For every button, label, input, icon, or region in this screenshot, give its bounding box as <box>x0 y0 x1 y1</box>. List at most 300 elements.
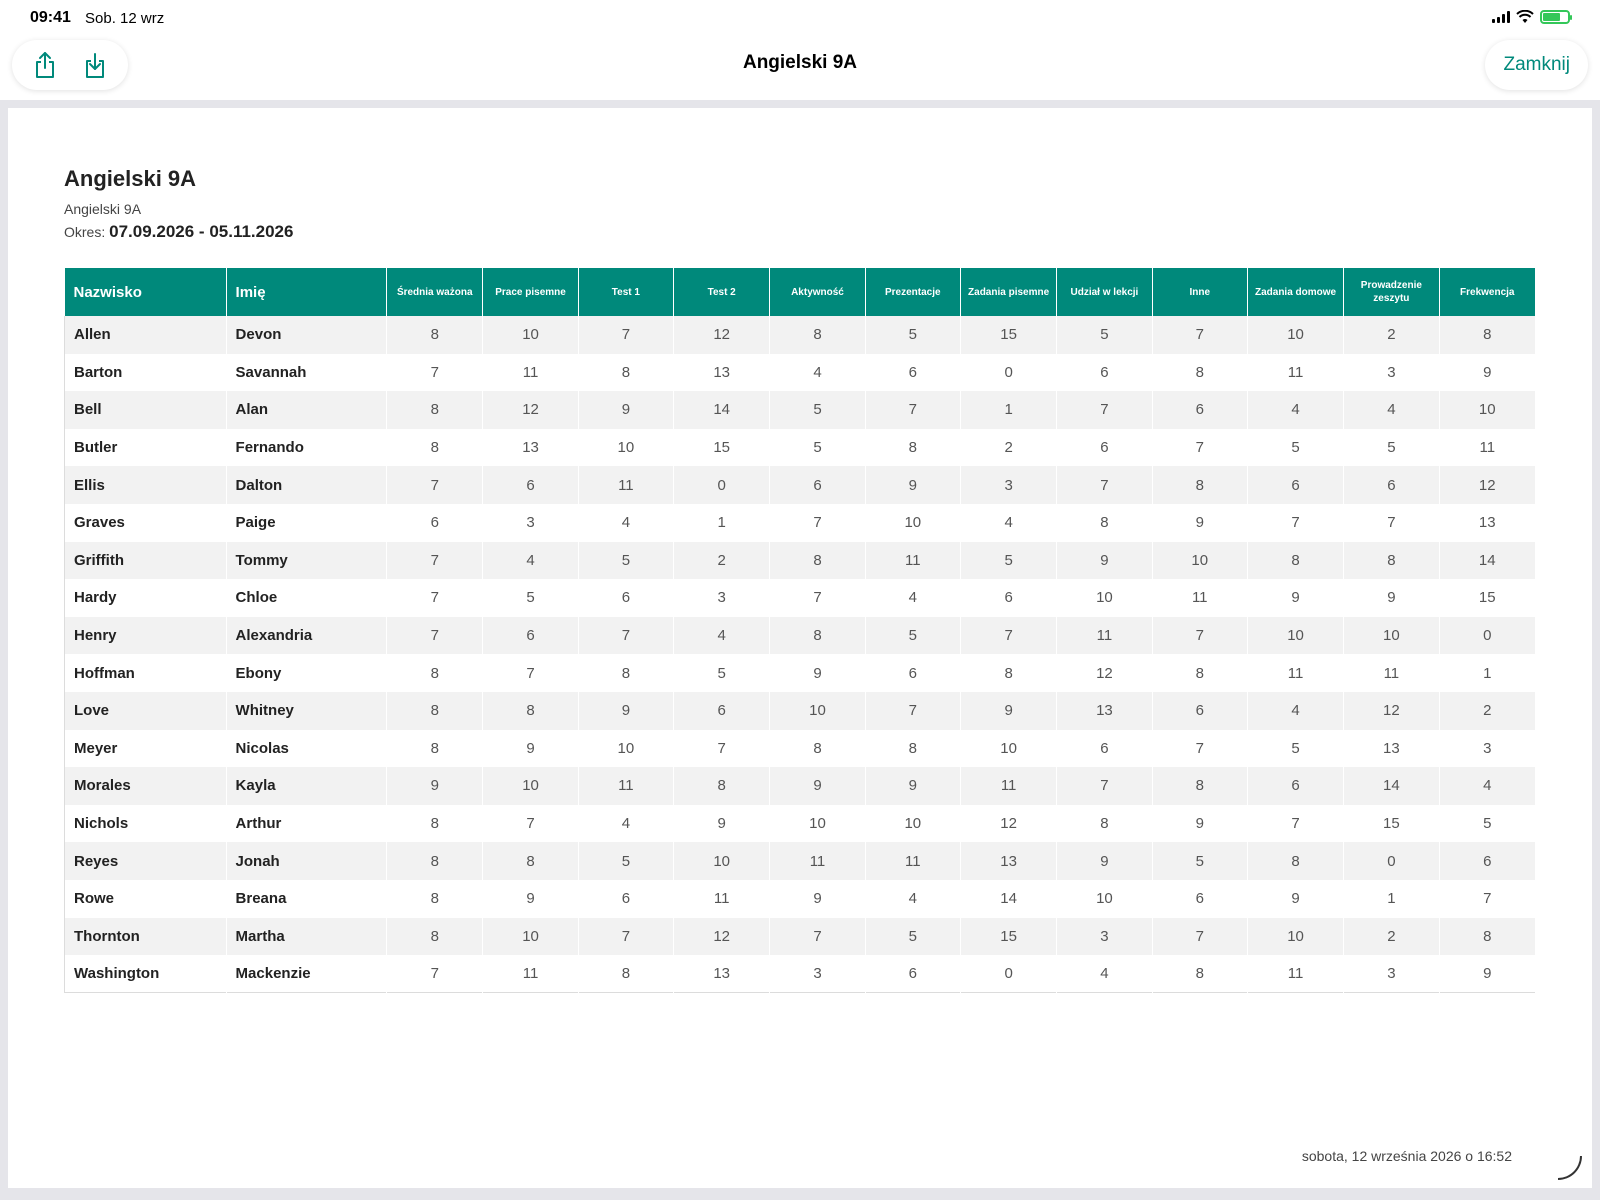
cell-grade: 12 <box>1344 692 1439 730</box>
cell-grade: 8 <box>387 842 483 880</box>
cell-grade: 7 <box>1057 391 1152 429</box>
cell-grade: 8 <box>387 391 483 429</box>
cell-grade: 2 <box>1344 918 1439 956</box>
cell-grade: 6 <box>483 617 578 655</box>
cell-last-name: Meyer <box>65 730 227 768</box>
cell-grade: 9 <box>1247 579 1343 617</box>
cell-grade: 7 <box>387 955 483 993</box>
column-header: Nazwisko <box>65 268 227 316</box>
column-header: Test 2 <box>674 268 770 316</box>
cell-grade: 7 <box>865 391 960 429</box>
cell-grade: 8 <box>483 692 578 730</box>
cell-grade: 5 <box>674 654 770 692</box>
table-row <box>65 842 1536 880</box>
column-header: Zadania pisemne <box>960 268 1056 316</box>
cell-grade: 2 <box>674 542 770 580</box>
cell-grade: 13 <box>674 955 770 993</box>
cell-grade: 12 <box>960 805 1056 843</box>
cell-grade: 8 <box>770 617 865 655</box>
cell-first-name: Nicolas <box>226 730 387 768</box>
cell-grade: 8 <box>865 730 960 768</box>
cell-grade: 7 <box>1152 316 1247 354</box>
cell-grade: 7 <box>1057 466 1152 504</box>
cell-grade: 7 <box>1247 805 1343 843</box>
cell-grade: 1 <box>674 504 770 542</box>
cell-grade: 8 <box>674 767 770 805</box>
cell-grade: 6 <box>483 466 578 504</box>
close-button[interactable]: Zamknij <box>1485 40 1588 90</box>
cell-grade: 6 <box>1057 730 1152 768</box>
cell-last-name: Butler <box>65 429 227 467</box>
column-header: Prezentacje <box>865 268 960 316</box>
cell-grade: 7 <box>1152 730 1247 768</box>
cell-grade: 5 <box>770 429 865 467</box>
cell-first-name: Arthur <box>226 805 387 843</box>
cell-grade: 9 <box>483 730 578 768</box>
cell-grade: 11 <box>1344 654 1439 692</box>
cell-grade: 5 <box>1247 429 1343 467</box>
cell-first-name: Dalton <box>226 466 387 504</box>
cell-grade: 10 <box>483 918 578 956</box>
cell-grade: 7 <box>387 466 483 504</box>
cell-grade: 9 <box>674 805 770 843</box>
cell-grade: 6 <box>1057 354 1152 392</box>
cell-grade: 10 <box>770 805 865 843</box>
cell-grade: 11 <box>483 955 578 993</box>
cell-grade: 8 <box>1439 316 1535 354</box>
table-body <box>65 316 1536 993</box>
cell-first-name: Devon <box>226 316 387 354</box>
cell-last-name: Henry <box>65 617 227 655</box>
cell-grade: 7 <box>1439 880 1535 918</box>
cell-grade: 10 <box>483 316 578 354</box>
cell-grade: 14 <box>674 391 770 429</box>
cell-grade: 7 <box>578 918 673 956</box>
cell-grade: 9 <box>1057 542 1152 580</box>
document-period <box>64 222 293 242</box>
cell-grade: 10 <box>483 767 578 805</box>
cell-grade: 3 <box>674 579 770 617</box>
cell-grade: 11 <box>1152 579 1247 617</box>
status-time: 09:41 <box>30 9 71 26</box>
cell-grade: 13 <box>674 354 770 392</box>
table-row <box>65 767 1536 805</box>
cell-grade: 8 <box>483 842 578 880</box>
cell-grade: 0 <box>1439 617 1535 655</box>
cell-last-name: Love <box>65 692 227 730</box>
cell-grade: 12 <box>674 918 770 956</box>
cell-grade: 8 <box>1344 542 1439 580</box>
document-footer-date: sobota, 12 września 2026 o 16:52 <box>1301 1148 1512 1164</box>
cell-grade: 8 <box>387 880 483 918</box>
cell-last-name: Nichols <box>65 805 227 843</box>
cell-grade: 12 <box>1439 466 1535 504</box>
cell-grade: 9 <box>578 391 673 429</box>
cell-grade: 4 <box>960 504 1056 542</box>
column-header: Prowadzenie zeszytu <box>1344 268 1439 316</box>
cell-grade: 15 <box>1344 805 1439 843</box>
cell-grade: 3 <box>1439 730 1535 768</box>
cell-grade: 0 <box>960 955 1056 993</box>
cell-grade: 8 <box>578 955 673 993</box>
cell-grade: 7 <box>578 316 673 354</box>
cell-grade: 3 <box>960 466 1056 504</box>
cell-grade: 4 <box>770 354 865 392</box>
cell-grade: 7 <box>1152 918 1247 956</box>
cell-grade: 8 <box>387 692 483 730</box>
nav-title: Angielski 9A <box>742 52 858 73</box>
cell-grade: 10 <box>770 692 865 730</box>
cell-grade: 11 <box>1057 617 1152 655</box>
cell-grade: 8 <box>387 730 483 768</box>
cell-grade: 15 <box>674 429 770 467</box>
cell-grade: 8 <box>865 429 960 467</box>
cell-grade: 9 <box>1439 955 1535 993</box>
cell-grade: 10 <box>865 805 960 843</box>
cell-grade: 9 <box>387 767 483 805</box>
cell-grade: 6 <box>578 880 673 918</box>
table-row <box>65 466 1536 504</box>
cell-grade: 10 <box>1247 617 1343 655</box>
status-indicators <box>1492 10 1570 24</box>
table-row <box>65 730 1536 768</box>
cell-grade: 7 <box>770 504 865 542</box>
cell-first-name: Alan <box>226 391 387 429</box>
cell-first-name: Alexandria <box>226 617 387 655</box>
cell-grade: 4 <box>578 805 673 843</box>
cell-first-name: Kayla <box>226 767 387 805</box>
cell-grade: 6 <box>1344 466 1439 504</box>
document-title: Angielski 9A <box>64 166 197 191</box>
cell-grade: 1 <box>960 391 1056 429</box>
cell-grade: 14 <box>960 880 1056 918</box>
cell-grade: 9 <box>1344 579 1439 617</box>
cell-grade: 6 <box>1247 466 1343 504</box>
cell-grade: 11 <box>1247 354 1343 392</box>
cell-grade: 6 <box>674 692 770 730</box>
cell-grade: 13 <box>1439 504 1535 542</box>
cell-grade: 10 <box>674 842 770 880</box>
cell-grade: 9 <box>1247 880 1343 918</box>
cell-grade: 7 <box>770 918 865 956</box>
cell-grade: 10 <box>960 730 1056 768</box>
table-row <box>65 918 1536 956</box>
cell-grade: 13 <box>960 842 1056 880</box>
cell-grade: 8 <box>1152 466 1247 504</box>
cellular-signal-icon <box>1492 11 1510 23</box>
table-row <box>65 354 1536 392</box>
cell-grade: 1 <box>1344 880 1439 918</box>
table-row <box>65 316 1536 354</box>
cell-grade: 10 <box>1057 579 1152 617</box>
table-row <box>65 805 1536 843</box>
cell-grade: 7 <box>387 617 483 655</box>
cell-grade: 10 <box>1344 617 1439 655</box>
cell-grade: 10 <box>1439 391 1535 429</box>
cell-last-name: Reyes <box>65 842 227 880</box>
cell-grade: 8 <box>387 429 483 467</box>
cell-grade: 5 <box>865 918 960 956</box>
cell-grade: 7 <box>483 654 578 692</box>
cell-last-name: Thornton <box>65 918 227 956</box>
cell-grade: 5 <box>1057 316 1152 354</box>
battery-icon <box>1540 10 1570 24</box>
cell-grade: 11 <box>1247 654 1343 692</box>
cell-grade: 10 <box>1247 918 1343 956</box>
cell-grade: 5 <box>578 842 673 880</box>
table-header-row <box>65 268 1536 316</box>
grades-table <box>64 268 1536 993</box>
cell-grade: 7 <box>1152 429 1247 467</box>
cell-grade: 6 <box>865 955 960 993</box>
table-row <box>65 955 1536 993</box>
period-label: Okres: <box>64 224 106 240</box>
cell-grade: 4 <box>1247 391 1343 429</box>
cell-grade: 8 <box>387 805 483 843</box>
cell-first-name: Paige <box>226 504 387 542</box>
cell-grade: 8 <box>387 918 483 956</box>
cell-first-name: Fernando <box>226 429 387 467</box>
cell-grade: 9 <box>578 692 673 730</box>
cell-grade: 4 <box>1057 955 1152 993</box>
cell-grade: 10 <box>1057 880 1152 918</box>
cell-grade: 10 <box>578 730 673 768</box>
cell-grade: 2 <box>1439 692 1535 730</box>
cell-grade: 6 <box>1152 880 1247 918</box>
cell-last-name: Hoffman <box>65 654 227 692</box>
cell-grade: 9 <box>770 654 865 692</box>
cell-last-name: Washington <box>65 955 227 993</box>
cell-grade: 8 <box>387 316 483 354</box>
cell-grade: 7 <box>483 805 578 843</box>
cell-grade: 11 <box>1439 429 1535 467</box>
cell-first-name: Ebony <box>226 654 387 692</box>
wifi-icon <box>1516 10 1534 24</box>
cell-grade: 7 <box>578 617 673 655</box>
cell-grade: 6 <box>578 579 673 617</box>
table-row <box>65 617 1536 655</box>
cell-grade: 5 <box>865 617 960 655</box>
cell-grade: 5 <box>770 391 865 429</box>
cell-grade: 7 <box>1247 504 1343 542</box>
cell-grade: 13 <box>483 429 578 467</box>
table-row <box>65 504 1536 542</box>
cell-last-name: Graves <box>65 504 227 542</box>
cell-grade: 8 <box>1152 354 1247 392</box>
cell-grade: 3 <box>483 504 578 542</box>
table-row <box>65 880 1536 918</box>
cell-grade: 5 <box>1152 842 1247 880</box>
cell-first-name: Mackenzie <box>226 955 387 993</box>
table-row <box>65 391 1536 429</box>
cell-grade: 6 <box>1439 842 1535 880</box>
cell-grade: 10 <box>578 429 673 467</box>
cell-grade: 11 <box>578 466 673 504</box>
cell-grade: 7 <box>387 579 483 617</box>
cell-grade: 14 <box>1439 542 1535 580</box>
cell-grade: 8 <box>1247 842 1343 880</box>
cell-grade: 5 <box>578 542 673 580</box>
cell-grade: 15 <box>960 918 1056 956</box>
cell-grade: 0 <box>960 354 1056 392</box>
cell-grade: 6 <box>865 654 960 692</box>
period-value: 07.09.2026 - 05.11.2026 <box>109 222 294 241</box>
column-header: Aktywność <box>770 268 865 316</box>
cell-grade: 12 <box>1057 654 1152 692</box>
cell-grade: 11 <box>865 542 960 580</box>
cell-grade: 7 <box>1057 767 1152 805</box>
cell-grade: 7 <box>387 354 483 392</box>
cell-grade: 8 <box>770 316 865 354</box>
status-date: Sob. 12 wrz <box>85 10 165 27</box>
cell-grade: 9 <box>770 767 865 805</box>
cell-last-name: Allen <box>65 316 227 354</box>
table-row <box>65 579 1536 617</box>
cell-grade: 4 <box>483 542 578 580</box>
cell-grade: 7 <box>960 617 1056 655</box>
cell-grade: 8 <box>1057 805 1152 843</box>
cell-grade: 6 <box>387 504 483 542</box>
cell-first-name: Tommy <box>226 542 387 580</box>
cell-grade: 8 <box>770 730 865 768</box>
cell-grade: 8 <box>1247 542 1343 580</box>
table-row <box>65 429 1536 467</box>
cell-last-name: Ellis <box>65 466 227 504</box>
cell-grade: 10 <box>1152 542 1247 580</box>
cell-grade: 8 <box>578 654 673 692</box>
cell-grade: 6 <box>960 579 1056 617</box>
cell-grade: 15 <box>960 316 1056 354</box>
cell-first-name: Jonah <box>226 842 387 880</box>
cell-grade: 13 <box>1057 692 1152 730</box>
cell-grade: 5 <box>865 316 960 354</box>
document-page <box>8 108 1592 1188</box>
cell-grade: 11 <box>1247 955 1343 993</box>
cell-grade: 11 <box>483 354 578 392</box>
cell-grade: 6 <box>770 466 865 504</box>
cell-grade: 4 <box>578 504 673 542</box>
cell-grade: 3 <box>1344 955 1439 993</box>
cell-grade: 4 <box>1344 391 1439 429</box>
cell-grade: 11 <box>960 767 1056 805</box>
cell-grade: 2 <box>960 429 1056 467</box>
cell-grade: 12 <box>483 391 578 429</box>
cell-grade: 5 <box>1247 730 1343 768</box>
cell-grade: 5 <box>1439 805 1535 843</box>
table-row <box>65 692 1536 730</box>
cell-last-name: Griffith <box>65 542 227 580</box>
column-header: Frekwencja <box>1439 268 1535 316</box>
cell-grade: 5 <box>483 579 578 617</box>
cell-grade: 3 <box>770 955 865 993</box>
cell-grade: 6 <box>1152 391 1247 429</box>
cell-grade: 8 <box>387 654 483 692</box>
cell-grade: 6 <box>1152 692 1247 730</box>
column-header: Udział w lekcji <box>1057 268 1152 316</box>
cell-first-name: Whitney <box>226 692 387 730</box>
cell-grade: 10 <box>1247 316 1343 354</box>
cell-grade: 11 <box>770 842 865 880</box>
cell-grade: 8 <box>1152 767 1247 805</box>
column-header: Zadania domowe <box>1247 268 1343 316</box>
cell-grade: 12 <box>674 316 770 354</box>
cell-grade: 7 <box>387 542 483 580</box>
page-curl-icon <box>1558 1156 1582 1180</box>
document-subtitle: Angielski 9A <box>64 201 142 217</box>
cell-first-name: Savannah <box>226 354 387 392</box>
column-header: Test 1 <box>578 268 673 316</box>
cell-first-name: Martha <box>226 918 387 956</box>
cell-grade: 3 <box>1057 918 1152 956</box>
cell-grade: 8 <box>1152 654 1247 692</box>
cell-grade: 8 <box>1439 918 1535 956</box>
cell-first-name: Chloe <box>226 579 387 617</box>
cell-grade: 4 <box>674 617 770 655</box>
cell-grade: 4 <box>865 579 960 617</box>
cell-grade: 6 <box>1057 429 1152 467</box>
cell-grade: 7 <box>770 579 865 617</box>
cell-grade: 0 <box>674 466 770 504</box>
cell-grade: 8 <box>960 654 1056 692</box>
cell-grade: 9 <box>865 466 960 504</box>
cell-last-name: Hardy <box>65 579 227 617</box>
cell-grade: 9 <box>1152 504 1247 542</box>
cell-grade: 9 <box>770 880 865 918</box>
nav-bar <box>0 36 1600 100</box>
cell-grade: 9 <box>1152 805 1247 843</box>
cell-grade: 1 <box>1439 654 1535 692</box>
cell-grade: 15 <box>1439 579 1535 617</box>
cell-grade: 13 <box>1344 730 1439 768</box>
table-row <box>65 654 1536 692</box>
cell-grade: 3 <box>1344 354 1439 392</box>
cell-grade: 9 <box>483 880 578 918</box>
cell-grade: 7 <box>674 730 770 768</box>
column-header: Średnia ważona <box>387 268 483 316</box>
cell-last-name: Barton <box>65 354 227 392</box>
status-bar <box>0 0 1600 36</box>
cell-grade: 4 <box>865 880 960 918</box>
cell-grade: 2 <box>1344 316 1439 354</box>
column-header: Inne <box>1152 268 1247 316</box>
cell-grade: 4 <box>1439 767 1535 805</box>
cell-grade: 7 <box>1344 504 1439 542</box>
cell-grade: 11 <box>578 767 673 805</box>
cell-last-name: Rowe <box>65 880 227 918</box>
cell-grade: 6 <box>865 354 960 392</box>
cell-grade: 8 <box>578 354 673 392</box>
cell-grade: 9 <box>1057 842 1152 880</box>
column-header: Prace pisemne <box>483 268 578 316</box>
cell-grade: 9 <box>1439 354 1535 392</box>
cell-grade: 11 <box>674 880 770 918</box>
table-row <box>65 542 1536 580</box>
cell-grade: 7 <box>1152 617 1247 655</box>
cell-grade: 7 <box>865 692 960 730</box>
cell-grade: 4 <box>1247 692 1343 730</box>
cell-grade: 11 <box>865 842 960 880</box>
column-header: Imię <box>226 268 387 316</box>
cell-grade: 8 <box>1152 955 1247 993</box>
cell-last-name: Morales <box>65 767 227 805</box>
cell-grade: 8 <box>770 542 865 580</box>
cell-grade: 14 <box>1344 767 1439 805</box>
cell-last-name: Bell <box>65 391 227 429</box>
cell-grade: 9 <box>960 692 1056 730</box>
cell-grade: 8 <box>1057 504 1152 542</box>
cell-grade: 9 <box>865 767 960 805</box>
cell-first-name: Breana <box>226 880 387 918</box>
